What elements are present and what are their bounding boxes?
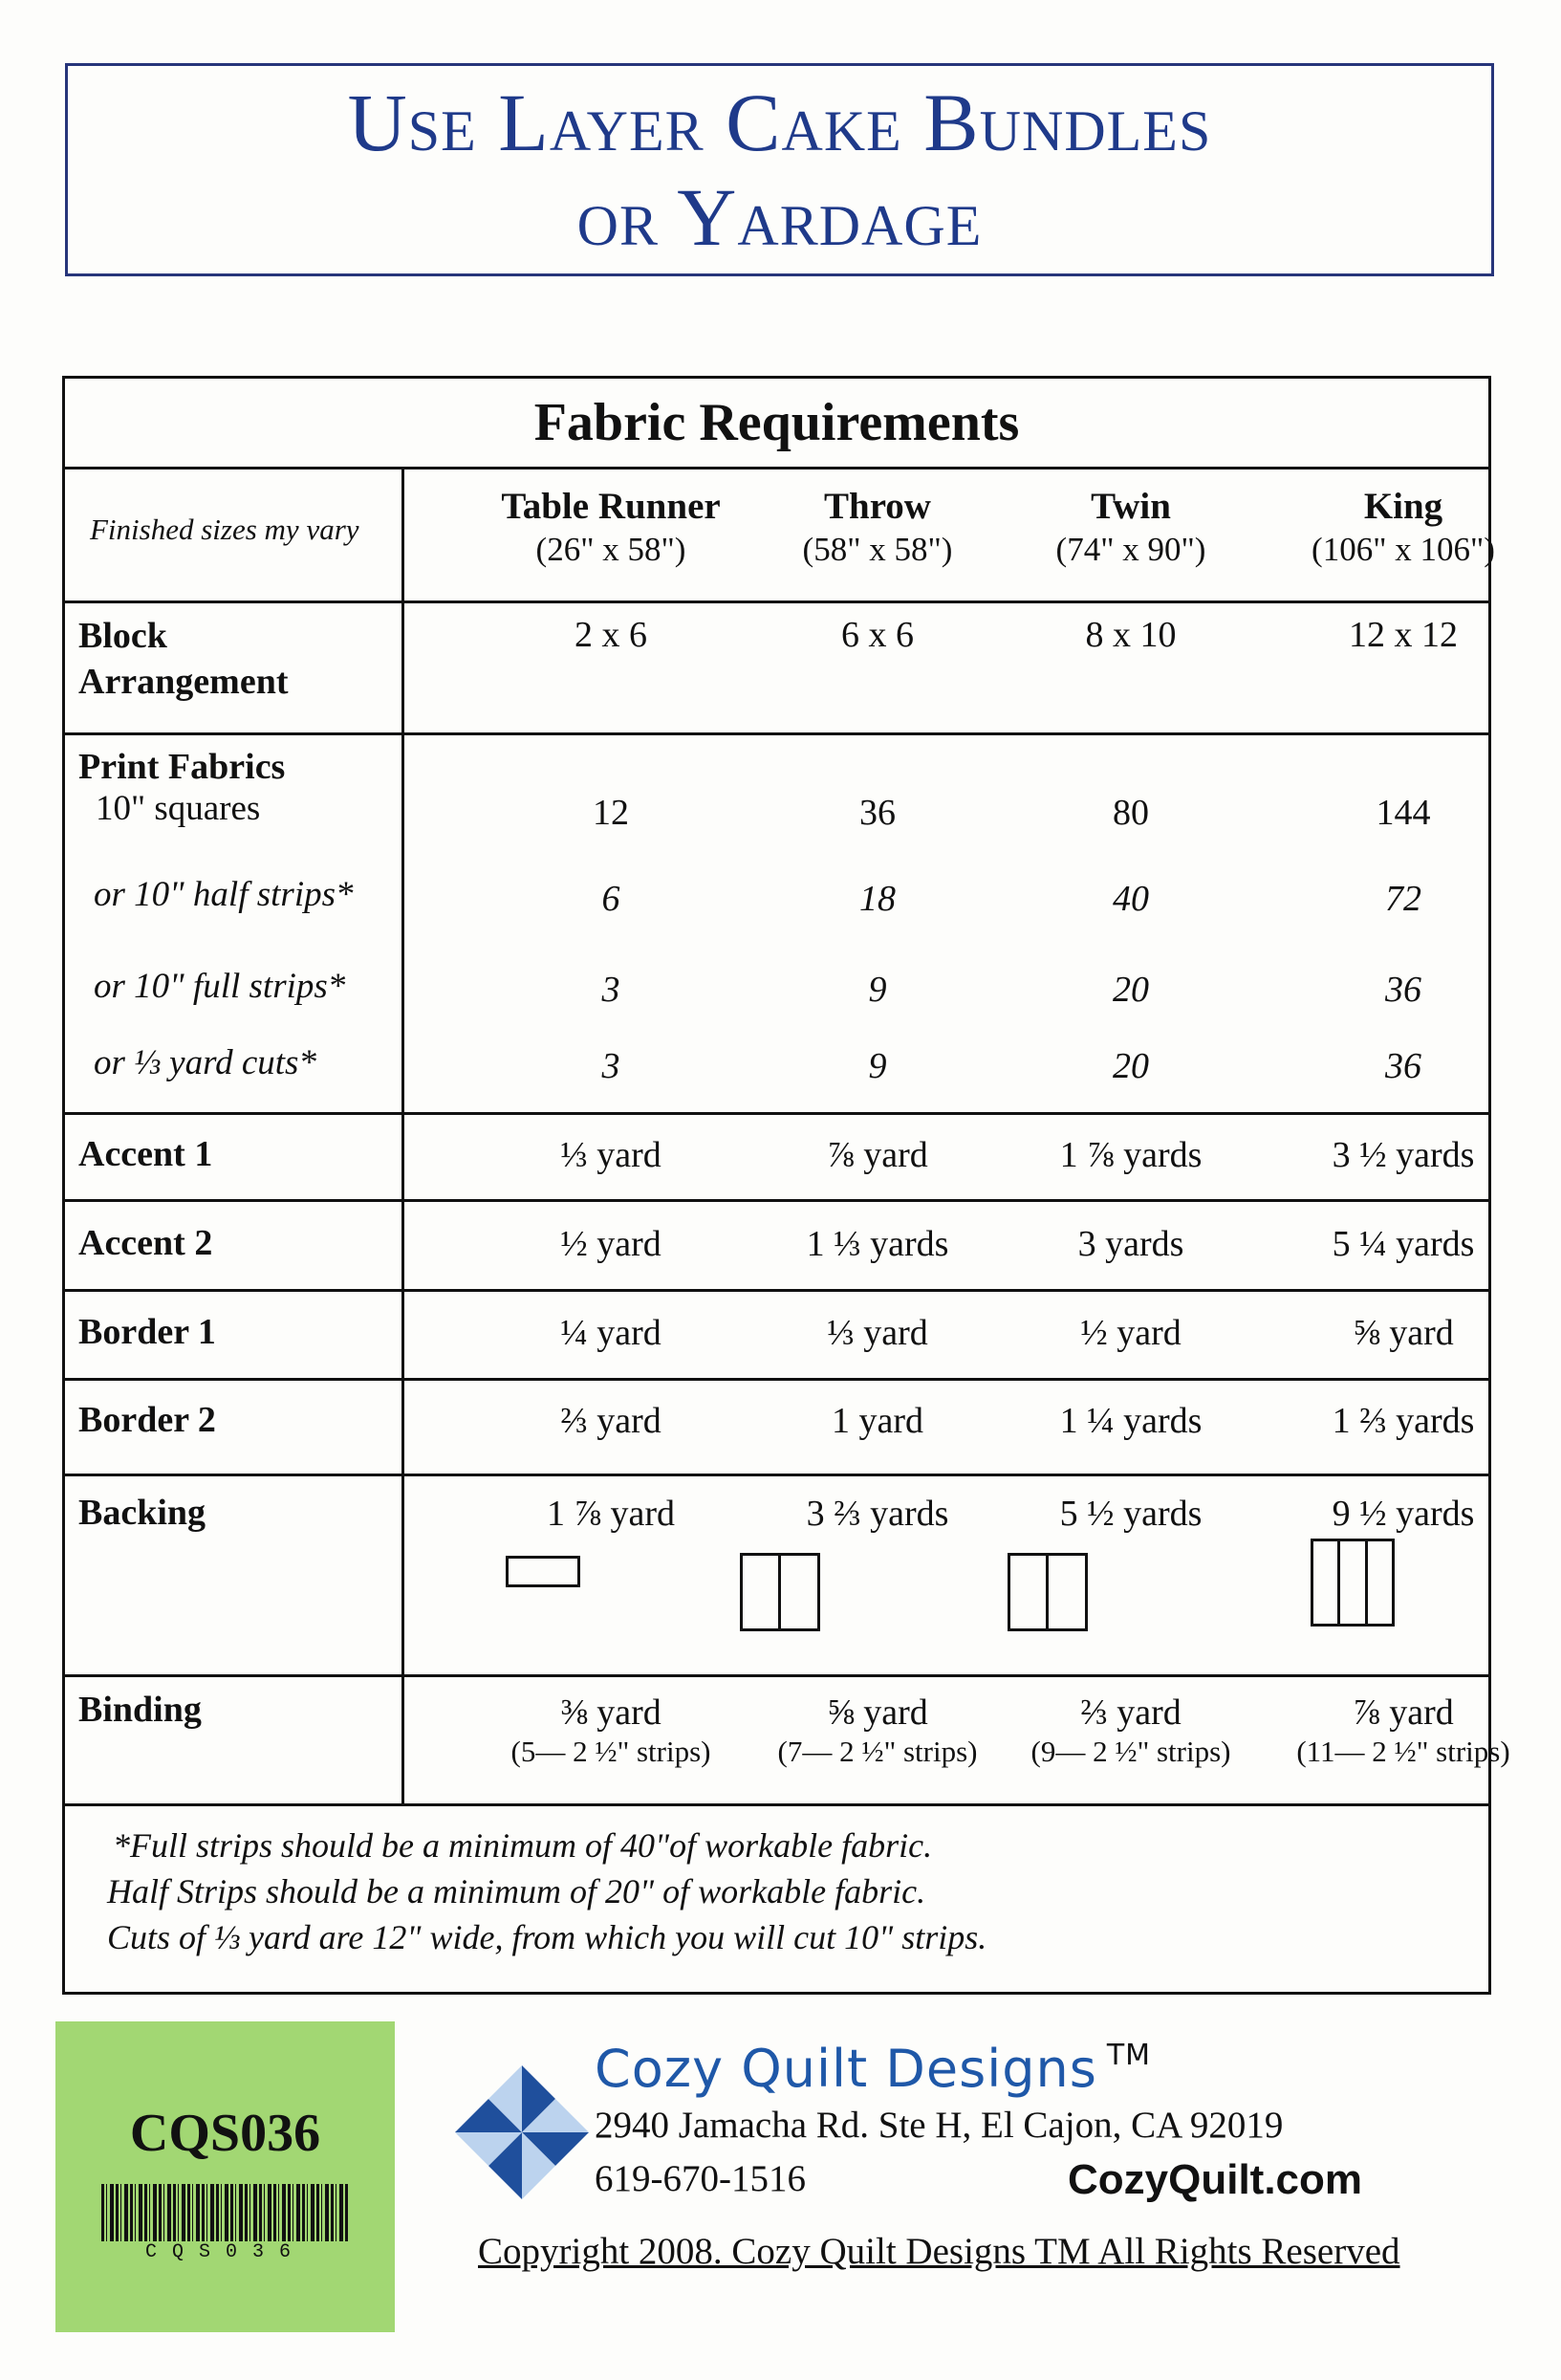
- half-strips-twin: 40: [1113, 879, 1149, 919]
- row-divider: [65, 1378, 1488, 1381]
- row-divider: [65, 1289, 1488, 1292]
- backing-table-runner: 1 ⅞ yard: [546, 1494, 676, 1534]
- column-size: (58" x 58"): [802, 531, 953, 568]
- accent-1-table-runner: ⅓ yard: [560, 1135, 661, 1175]
- company-phone: 619-670-1516: [595, 2158, 806, 2199]
- full-strips-throw: 9: [868, 970, 887, 1010]
- binding-table-runner: ⅜ yard (5— 2 ½" strips): [510, 1692, 711, 1768]
- copyright: Copyright 2008. Cozy Quilt Designs TM All Rights Reserved: [478, 2231, 1400, 2272]
- title-box: [65, 63, 1494, 276]
- sublabel-full-strips: or 10" full strips*: [94, 967, 346, 1006]
- footnote: Half Strips should be a minimum of 20" of workable fabric.: [107, 1872, 926, 1911]
- backing-diagram-three-panels: [1311, 1539, 1395, 1627]
- binding-twin: ⅔ yard (9— 2 ½" strips): [1030, 1692, 1231, 1768]
- border-1-king: ⅝ yard: [1353, 1313, 1454, 1353]
- accent-2-table-runner: ½ yard: [560, 1224, 661, 1264]
- border-1-twin: ½ yard: [1080, 1313, 1182, 1353]
- backing-throw: 3 ⅔ yards: [806, 1494, 949, 1534]
- title-line-2: or Yardage: [576, 170, 983, 263]
- third-yard-cuts-king: 36: [1385, 1046, 1421, 1086]
- row-label-accent-1: Accent 1: [78, 1134, 213, 1174]
- row-divider: [65, 1474, 1488, 1476]
- row-label-block-arrangement: Block Arrangement: [78, 616, 289, 702]
- trademark: TM: [1106, 2039, 1152, 2072]
- squares-throw: 36: [859, 793, 896, 833]
- border-2-twin: 1 ¼ yards: [1059, 1401, 1203, 1441]
- company-name: Cozy Quilt Designs ™: [595, 2039, 1152, 2099]
- squares-table-runner: 12: [593, 793, 629, 833]
- accent-2-throw: 1 ⅓ yards: [806, 1224, 949, 1264]
- fabric-requirements-table: [62, 376, 1510, 1995]
- squares-king: 144: [1376, 793, 1431, 833]
- backing-king: 9 ½ yards: [1332, 1494, 1475, 1534]
- column-size: (26" x 58"): [535, 531, 686, 568]
- column-header-table-runner: [458, 484, 764, 570]
- sublabel-third-yard-cuts: or ⅓ yard cuts*: [94, 1043, 316, 1082]
- accent-1-twin: 1 ⅞ yards: [1059, 1135, 1203, 1175]
- block-arrangement-twin: 8 x 10: [1085, 615, 1177, 655]
- footnote: Cuts of ⅓ yard are 12" wide, from which you will cut 10" strips.: [107, 1918, 987, 1956]
- third-yard-cuts-twin: 20: [1113, 1046, 1149, 1086]
- accent-2-king: 5 ¼ yards: [1332, 1224, 1475, 1264]
- column-size: (106" x 106"): [1312, 531, 1495, 568]
- border-2-table-runner: ⅔ yard: [560, 1401, 661, 1441]
- pinwheel-logo-icon: [445, 2056, 598, 2209]
- half-strips-king: 72: [1385, 879, 1421, 919]
- full-strips-table-runner: 3: [601, 970, 620, 1010]
- accent-1-king: 3 ½ yards: [1332, 1135, 1475, 1175]
- product-code-label: [55, 2021, 395, 2332]
- block-arrangement-table-runner: 2 x 6: [575, 615, 647, 655]
- border-1-throw: ⅓ yard: [827, 1313, 928, 1353]
- backing-diagram-two-panels: [740, 1553, 820, 1631]
- row-divider: [65, 732, 1488, 735]
- squares-twin: 80: [1113, 793, 1149, 833]
- column-header-twin: [978, 484, 1284, 570]
- row-divider: [65, 467, 1488, 469]
- row-label-accent-2: Accent 2: [78, 1223, 213, 1263]
- row-label-border-1: Border 1: [78, 1312, 216, 1352]
- column-name: Throw: [824, 486, 931, 527]
- border-1-table-runner: ¼ yard: [560, 1313, 661, 1353]
- block-arrangement-throw: 6 x 6: [841, 615, 914, 655]
- block-arrangement-king: 12 x 12: [1349, 615, 1458, 655]
- product-code: CQS036: [129, 2104, 321, 2163]
- column-divider: [401, 467, 404, 1803]
- half-strips-table-runner: 6: [601, 879, 620, 919]
- accent-1-throw: ⅞ yard: [827, 1135, 928, 1175]
- border-2-king: 1 ⅔ yards: [1332, 1401, 1475, 1441]
- half-strips-throw: 18: [859, 879, 896, 919]
- column-name: Table Runner: [501, 486, 721, 527]
- row-divider: [65, 1199, 1488, 1202]
- row-divider: [65, 1803, 1488, 1806]
- barcode-text: CQS036: [144, 2241, 306, 2263]
- row-label-print-fabrics: Print Fabrics: [78, 747, 286, 787]
- footnotes: [107, 1823, 986, 1960]
- row-divider: [65, 1674, 1488, 1677]
- column-name: King: [1363, 486, 1443, 527]
- row-label-binding: Binding: [78, 1690, 202, 1730]
- company-website: CozyQuilt.com: [1068, 2156, 1363, 2203]
- backing-twin: 5 ½ yards: [1059, 1494, 1203, 1534]
- third-yard-cuts-throw: 9: [868, 1046, 887, 1086]
- accent-2-twin: 3 yards: [1077, 1224, 1184, 1264]
- binding-throw: ⅝ yard (7— 2 ½" strips): [777, 1692, 978, 1768]
- title-line-1: Use Layer Cake Bundles: [347, 76, 1212, 169]
- sublabel-10in-squares: 10" squares: [96, 789, 261, 828]
- full-strips-king: 36: [1385, 970, 1421, 1010]
- table-title: Fabric Requirements: [533, 393, 1020, 452]
- column-name: Twin: [1091, 486, 1171, 527]
- binding-king: ⅞ yard (11— 2 ½" strips): [1296, 1692, 1510, 1768]
- backing-diagram-one-panel: [506, 1556, 580, 1587]
- column-size: (74" x 90"): [1055, 531, 1206, 568]
- footnote: *Full strips should be a minimum of 40"of workable fabric.: [113, 1826, 933, 1865]
- row-divider: [65, 600, 1488, 603]
- row-divider: [65, 1112, 1488, 1115]
- finished-sizes-note: Finished sizes my vary: [90, 513, 359, 546]
- full-strips-twin: 20: [1113, 970, 1149, 1010]
- company-address: 2940 Jamacha Rd. Ste H, El Cajon, CA 92019: [595, 2105, 1284, 2146]
- column-header-king: [1250, 484, 1556, 570]
- backing-diagram-two-panels: [1008, 1553, 1088, 1631]
- border-2-throw: 1 yard: [831, 1401, 924, 1441]
- third-yard-cuts-table-runner: 3: [601, 1046, 620, 1086]
- row-label-border-2: Border 2: [78, 1400, 216, 1440]
- row-label-backing: Backing: [78, 1493, 206, 1533]
- sublabel-half-strips: or 10" half strips*: [94, 875, 354, 914]
- barcode: [101, 2182, 350, 2241]
